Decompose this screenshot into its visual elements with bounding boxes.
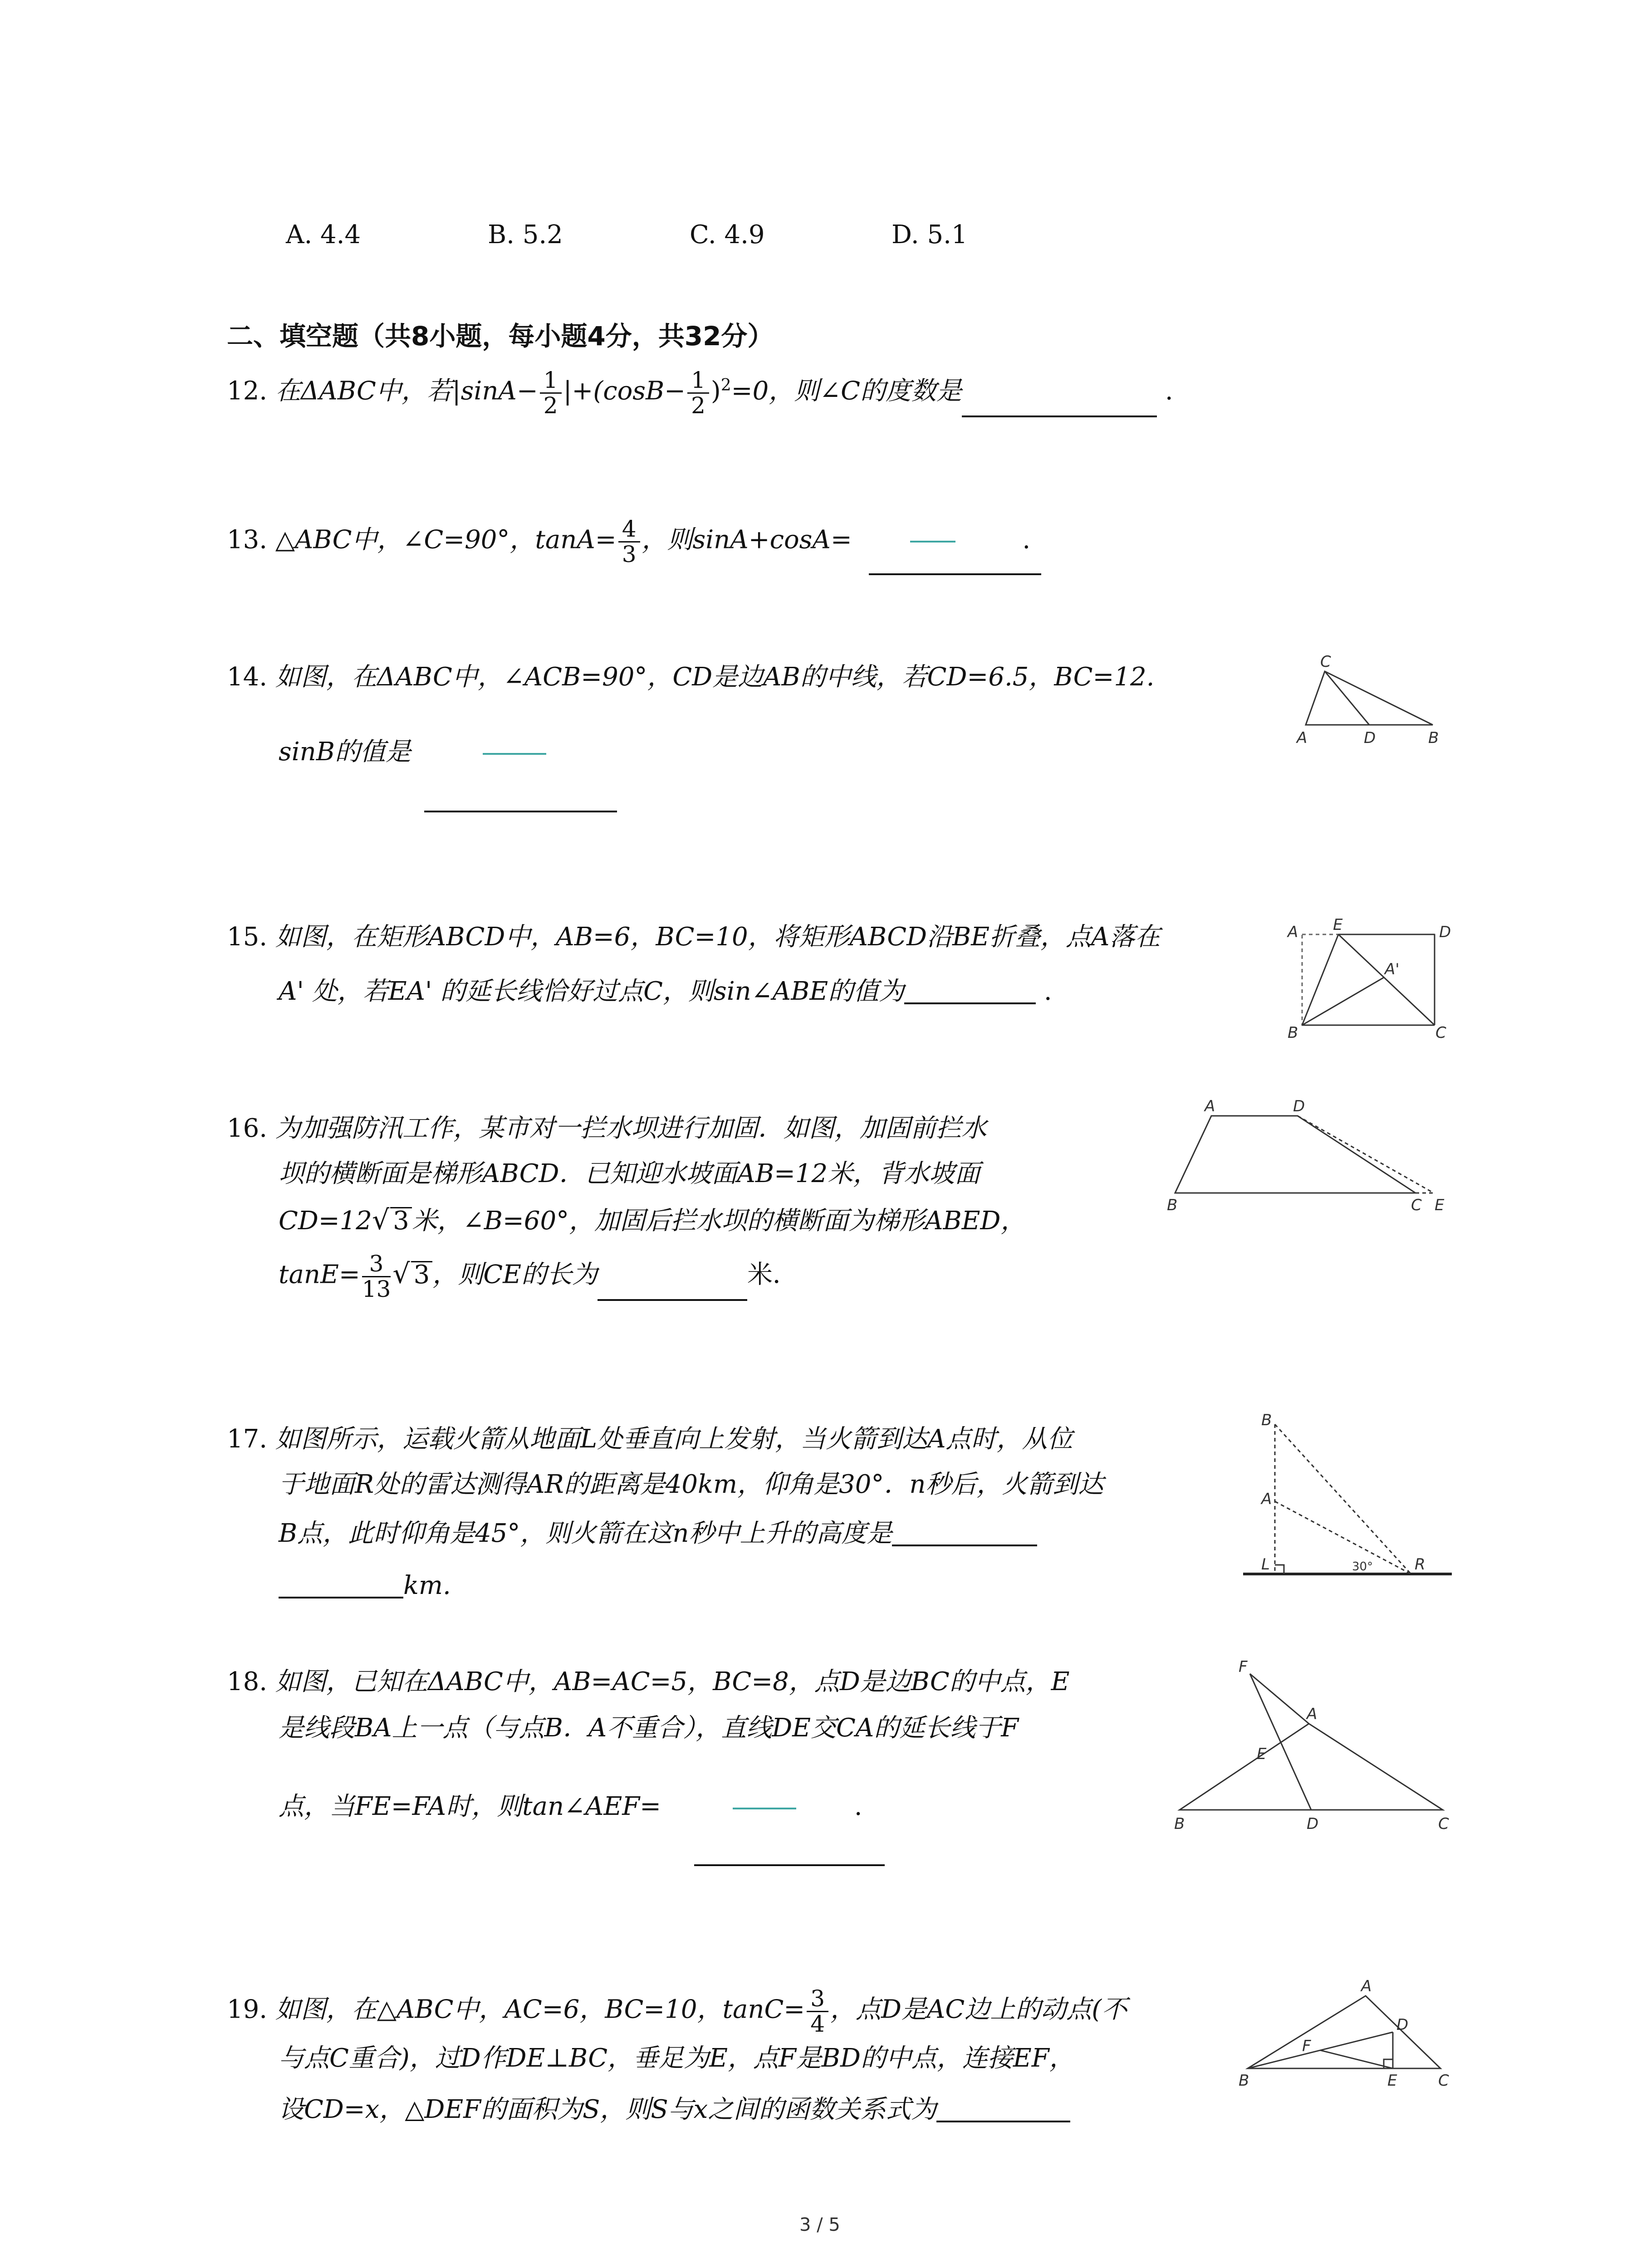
q18-figure	[1171, 1656, 1461, 1842]
q12-end: .	[1165, 376, 1173, 406]
q19-f-num: 3	[807, 1987, 828, 2012]
q16-answer-blank[interactable]	[598, 1272, 747, 1301]
option-d: D. 5.1	[892, 220, 968, 249]
label-b: B	[1428, 729, 1439, 747]
q14-line-2-row	[279, 739, 546, 765]
question-number: 14.	[227, 662, 268, 692]
line-br	[1275, 1424, 1411, 1574]
label-d: D	[1396, 2016, 1409, 2034]
q12-text-2: |+(cosB−	[563, 376, 686, 406]
q18-answer-mark	[733, 1808, 796, 1809]
label-c: C	[1411, 1196, 1422, 1214]
question-13	[227, 517, 1030, 566]
q17-line-2: 于地面R处的雷达测得AR的距离是40km，仰角是30°．n秒后，火箭到达	[279, 1470, 1104, 1499]
q19-line-3-row	[279, 2093, 1070, 2122]
label-b: B	[1167, 1196, 1178, 1214]
q14-line-1: 如图，在ΔABC中，∠ACB=90°，CD是边AB的中线，若CD=6.5，BC=12.	[275, 662, 1155, 692]
q16-line-1: 为加强防汛工作，某市对一拦水坝进行加固．如图，加固前拦水	[275, 1114, 987, 1143]
question-number: 15.	[227, 922, 268, 952]
option-c: C. 4.9	[690, 220, 765, 249]
q12-fraction-1	[540, 368, 562, 417]
line-ec	[1338, 934, 1435, 1025]
q12-exponent: 2	[720, 376, 731, 395]
label-e: E	[1333, 916, 1343, 934]
q19-line-2: 与点C重合)，过D作DE⊥BC，垂足为E，点F是BD的中点，连接EF，	[279, 2043, 1075, 2073]
q17-line-4-row	[279, 1569, 451, 1598]
fold-be	[1302, 934, 1338, 1025]
q19-answer-blank[interactable]	[936, 2093, 1070, 2122]
line-ar	[1275, 1501, 1411, 1574]
q16-line-2: 坝的横断面是梯形ABCD．已知迎水坡面AB=12米，背水坡面	[279, 1159, 980, 1188]
label-c: C	[1435, 1024, 1446, 1042]
line-ef	[1320, 2050, 1393, 2068]
q17-answer-blank-1[interactable]	[892, 1517, 1037, 1546]
trapezoid-abcd	[1175, 1116, 1416, 1193]
question-18	[227, 1669, 1070, 1695]
label-a: A	[1361, 1977, 1372, 1995]
q19-text-2: ，点D是AC边上的动点(不	[830, 1994, 1127, 2024]
q12-f2-num: 1	[687, 368, 709, 394]
question-number: 17.	[227, 1424, 268, 1454]
q16-line-4c: 米．	[747, 1260, 798, 1290]
q12-fraction-2	[687, 368, 709, 417]
label-c: C	[1438, 1815, 1449, 1833]
q12-text-4: =0，则∠C的度数是	[731, 376, 962, 406]
q16-line-4-row	[279, 1252, 798, 1301]
label-f: F	[1302, 2037, 1311, 2055]
question-number: 12.	[227, 376, 268, 406]
label-d: D	[1307, 1815, 1319, 1833]
label-e: E	[1387, 2072, 1397, 2090]
label-angle: 30°	[1352, 1560, 1373, 1574]
q15-line-2-row	[279, 975, 1052, 1004]
label-b: B	[1239, 2072, 1249, 2090]
label-l: L	[1261, 1555, 1270, 1574]
question-number: 16.	[227, 1114, 268, 1143]
q16-line-3-row	[279, 1204, 1026, 1236]
q16-line-3a: CD=12	[279, 1206, 372, 1236]
triangle-abc	[1306, 671, 1433, 725]
q14-answer-mark	[483, 753, 546, 755]
q16-f-den: 13	[362, 1276, 391, 1302]
q12-f1-den: 2	[543, 392, 558, 419]
line-ba2	[1302, 978, 1384, 1025]
label-a-prime: A'	[1385, 960, 1400, 978]
label-b: B	[1288, 1024, 1298, 1042]
q16-line-3b: 米，∠B=60°，加固后拦水坝的横断面为梯形ABED，	[411, 1206, 1026, 1236]
q18-line-2-row	[279, 1713, 1019, 1743]
label-a: A	[1307, 1705, 1318, 1723]
label-b: B	[1174, 1815, 1185, 1833]
question-number: 13.	[227, 525, 268, 555]
question-19	[227, 1987, 1127, 2036]
section-title: 二、填空题（共8小题，每小题4分，共32分）	[227, 321, 774, 352]
question-14	[227, 662, 1155, 692]
q14-line-2: sinB的值是	[279, 737, 411, 767]
label-a: A	[1261, 1490, 1272, 1508]
q19-f-den: 4	[810, 2010, 825, 2037]
q13-answer-mark	[910, 541, 955, 543]
q19-text-1: 如图，在△ABC中，AC=6，BC=10，tanC=	[275, 1994, 805, 2024]
q19-line-2-row	[279, 2043, 1075, 2073]
q13-answer-blank[interactable]	[869, 572, 1041, 575]
q17-figure	[1243, 1406, 1461, 1588]
q12-f1-num: 1	[540, 368, 562, 394]
label-r: R	[1415, 1555, 1425, 1574]
question-15	[227, 924, 1160, 950]
q16-line-4b: ，则CE的长为	[432, 1260, 598, 1290]
q12-answer-blank[interactable]	[962, 388, 1157, 417]
label-b: B	[1261, 1411, 1272, 1429]
sqrt-icon: √	[392, 1258, 410, 1290]
q19-figure	[1234, 1977, 1461, 2090]
label-c: C	[1438, 2072, 1449, 2090]
q16-fraction	[362, 1252, 391, 1301]
q12-f2-den: 2	[691, 392, 705, 419]
q13-fraction	[618, 517, 640, 566]
page-number: 3 / 5	[799, 2214, 840, 2235]
q14-figure	[1279, 653, 1461, 758]
q19-line-3: 设CD=x，△DEF的面积为S，则S与x之间的函数关系式为	[279, 2095, 937, 2124]
q17-line-3: B点，此时仰角是45°，则火箭在这n秒中上升的高度是	[279, 1519, 892, 1548]
q16-line-4a: tanE=	[279, 1260, 360, 1290]
triangle-abc	[1248, 1996, 1440, 2068]
q16-figure	[1161, 1098, 1470, 1220]
q13-text-2: ，则sinA+cosA=	[642, 525, 852, 555]
label-e: E	[1257, 1745, 1267, 1763]
label-c: C	[1320, 653, 1331, 671]
label-d: D	[1364, 729, 1376, 747]
slope-de	[1298, 1116, 1434, 1193]
q15-answer-blank[interactable]	[904, 975, 1036, 1004]
label-d: D	[1293, 1097, 1305, 1115]
q18-end: .	[854, 1792, 862, 1821]
q15-line-1: 如图，在矩形ABCD中，AB=6，BC=10，将矩形ABCD沿BE折叠，点A落在	[275, 922, 1161, 952]
q18-line-1: 如图，已知在ΔABC中，AB=AC=5，BC=8，点D是边BC的中点，E	[275, 1667, 1070, 1696]
label-f: F	[1239, 1658, 1248, 1676]
q18-line-3: 点，当FE=FA时，则tan∠AEF=	[279, 1792, 661, 1821]
q17-line-2-row	[279, 1472, 1103, 1497]
label-a: A	[1297, 729, 1308, 747]
median-cd	[1325, 671, 1369, 725]
q16-radicand-1: 3	[390, 1207, 412, 1234]
label-d: D	[1439, 923, 1451, 941]
q14-answer-blank[interactable]	[424, 810, 617, 812]
q15-figure	[1279, 916, 1461, 1042]
q13-f-den: 3	[622, 541, 637, 567]
q19-fraction	[807, 1987, 828, 2036]
label-a: A	[1288, 923, 1298, 941]
q16-radicand-2: 3	[411, 1261, 433, 1288]
q18-line-3-row	[279, 1794, 862, 1819]
question-16	[227, 1116, 987, 1141]
q17-answer-blank-2[interactable]	[279, 1569, 403, 1598]
question-17	[227, 1424, 1073, 1454]
q18-answer-blank[interactable]	[694, 1863, 885, 1866]
q17-line-1: 如图所示，运载火箭从地面L处垂直向上发射，当火箭到达A点时，从位	[275, 1424, 1073, 1454]
question-number: 19.	[227, 1994, 268, 2024]
q15-line-2: A' 处，若EA' 的延长线恰好过点C，则sin∠ABE的值为	[279, 977, 905, 1006]
option-a: A. 4.4	[286, 220, 361, 249]
q16-f-num: 3	[362, 1252, 391, 1277]
q17-line-3-row	[279, 1517, 1037, 1546]
label-e: E	[1435, 1196, 1445, 1214]
q13-f-num: 4	[618, 517, 640, 543]
question-12	[227, 368, 1173, 417]
option-b: B. 5.2	[488, 220, 563, 249]
question-number: 18.	[227, 1667, 268, 1696]
q13-text-1: △ABC中，∠C=90°，tanA=	[275, 525, 617, 555]
q12-text-1: 在ΔABC中，若|sinA−	[275, 376, 538, 406]
rectangle-abcd	[1302, 934, 1435, 1025]
q12-text-3: )	[710, 376, 721, 406]
sqrt-icon: √	[372, 1204, 390, 1236]
extension-af	[1250, 1674, 1309, 1724]
label-a: A	[1205, 1097, 1215, 1115]
q17-line-4: km.	[403, 1571, 451, 1600]
q15-end: .	[1043, 977, 1052, 1006]
line-df	[1250, 1674, 1311, 1810]
q13-end: .	[1022, 525, 1031, 555]
q18-line-2: 是线段BA上一点（与点B．A不重合），直线DE交CA的延长线于F	[279, 1713, 1019, 1743]
q16-line-2-row	[279, 1161, 980, 1187]
triangle-abc	[1180, 1724, 1443, 1810]
